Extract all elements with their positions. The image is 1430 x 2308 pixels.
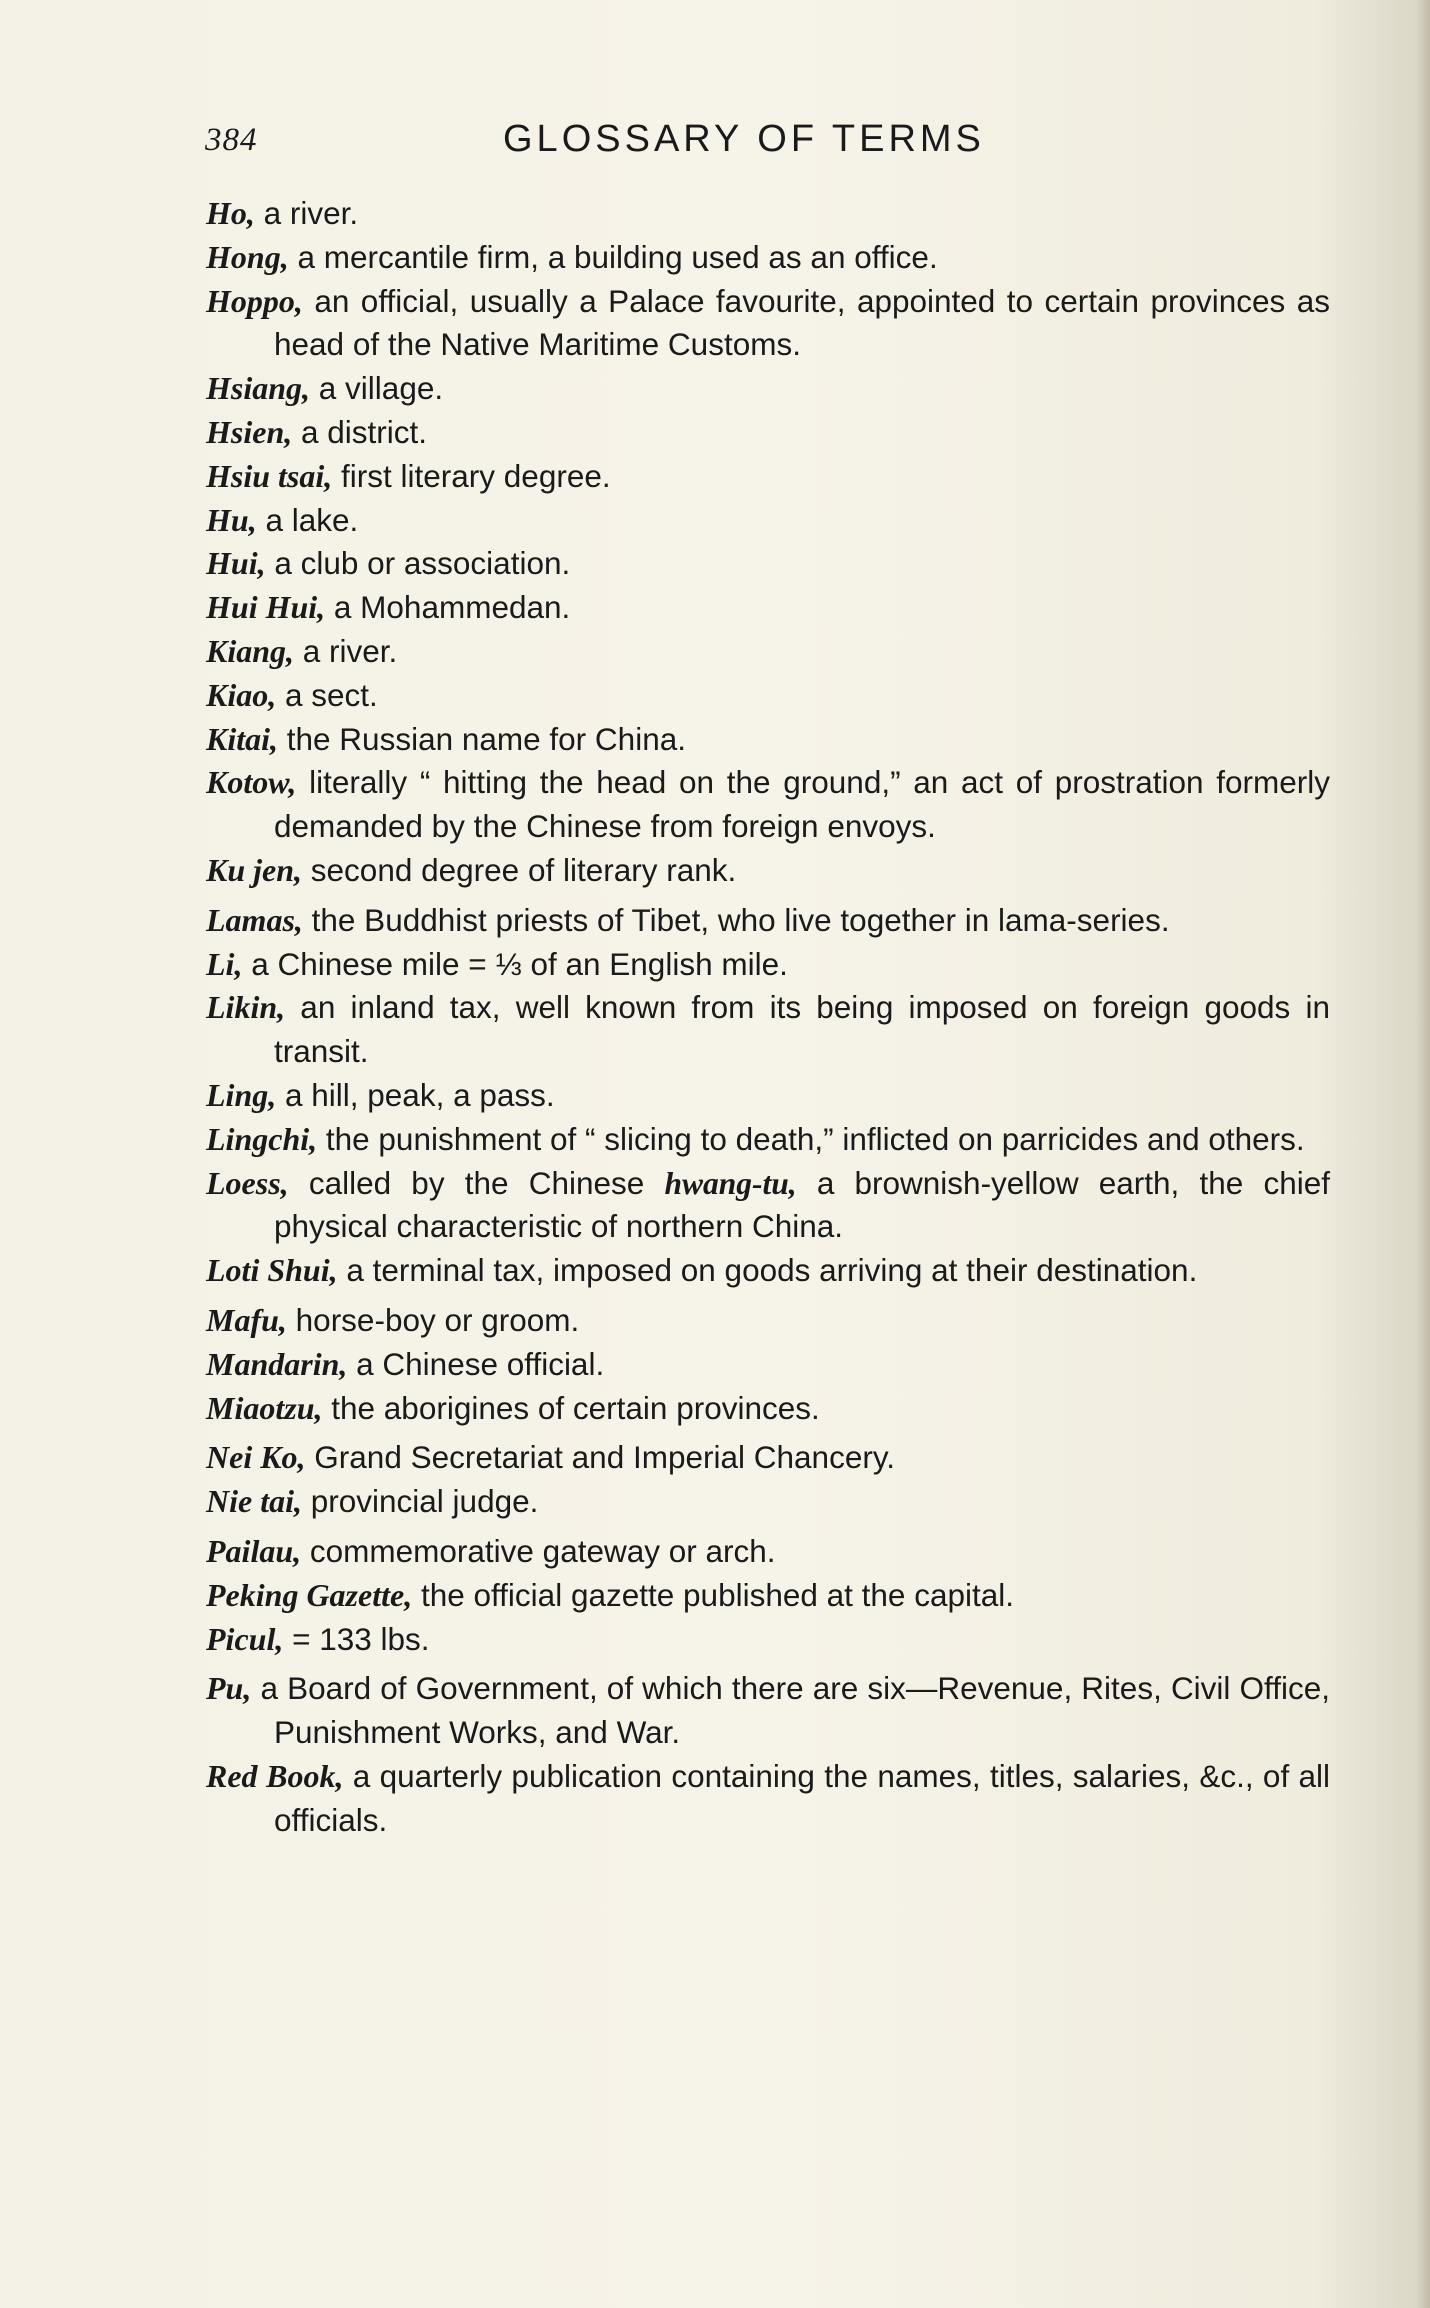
glossary-entry-hsiang xyxy=(206,367,1330,411)
glossary-definition: the official gazette published at the capital. xyxy=(412,1576,1015,1613)
glossary-entry-hoppo xyxy=(206,280,1330,368)
glossary-definition: a village. xyxy=(310,370,444,407)
glossary-term: Nei Ko, xyxy=(206,1439,306,1476)
glossary-entry-hui-hui xyxy=(206,586,1330,630)
glossary-term: Ho, xyxy=(206,195,255,231)
glossary-term: Picul, xyxy=(206,1620,284,1657)
glossary-definition: horse-boy or groom. xyxy=(286,1301,580,1338)
glossary-entry-ku-jen xyxy=(206,849,1330,893)
glossary-definition xyxy=(274,1165,1330,1245)
glossary-definition: first literary degree. xyxy=(332,457,611,494)
glossary-definition: a club or association. xyxy=(265,545,571,582)
glossary-term: Lamas, xyxy=(206,901,303,938)
glossary-term: Hu, xyxy=(206,501,257,538)
glossary-entry-kitai xyxy=(206,718,1330,762)
glossary-entry-red-book xyxy=(206,1755,1330,1843)
glossary-entry-nei-ko xyxy=(206,1436,1330,1480)
glossary-term: Miaotzu, xyxy=(206,1389,323,1426)
glossary-term: Kitai, xyxy=(206,720,279,757)
glossary-term: Hui Hui, xyxy=(206,589,326,626)
glossary-entry-hsien xyxy=(206,411,1330,455)
glossary-entry-pu xyxy=(206,1667,1330,1755)
glossary-term: Kotow, xyxy=(206,764,297,801)
glossary-definition: a mercantile firm, a building used as an office. xyxy=(288,238,938,275)
glossary-term: Pu, xyxy=(206,1670,252,1707)
glossary-definition: an inland tax, well known from its being imposed on foreign goods in transit. xyxy=(274,989,1330,1070)
glossary-term: Loess, xyxy=(206,1164,289,1201)
definition-text: called by the Chinese xyxy=(288,1164,665,1201)
glossary-term: Hui, xyxy=(206,545,266,582)
glossary-definition: the punishment of “ slicing to death,” inflicted on parricides and others. xyxy=(317,1120,1305,1157)
glossary-definition: the aborigines of certain provinces. xyxy=(322,1389,820,1426)
glossary-definition: = 133 lbs. xyxy=(283,1620,430,1657)
glossary-entry-ling xyxy=(206,1074,1330,1118)
glossary-list xyxy=(206,192,1330,1842)
glossary-entry-pailau xyxy=(206,1530,1330,1574)
glossary-term: Ku jen, xyxy=(206,851,303,888)
glossary-definition: a lake. xyxy=(256,501,359,538)
glossary-definition: a Board of Government, of which there are six—Revenue, Rites, Civil Office, Punishment Works, and War. xyxy=(251,1670,1330,1751)
glossary-definition: a hill, peak, a pass. xyxy=(276,1076,555,1113)
glossary-term: Hoppo, xyxy=(206,282,303,319)
glossary-entry-lingchi xyxy=(206,1118,1330,1162)
glossary-term: Hsien, xyxy=(206,413,293,450)
glossary-entry-lamas xyxy=(206,899,1330,943)
glossary-definition: commemorative gateway or arch. xyxy=(301,1532,776,1569)
glossary-term: Lingchi, xyxy=(206,1120,318,1157)
page-header xyxy=(205,118,1330,178)
glossary-entry-kotow xyxy=(206,761,1330,849)
glossary-term: Nie tai, xyxy=(206,1483,302,1520)
glossary-definition: the Russian name for China. xyxy=(278,720,686,757)
glossary-term: Pailau, xyxy=(206,1532,302,1569)
glossary-term: Kiang, xyxy=(206,632,295,669)
glossary-entry-kiang xyxy=(206,630,1330,674)
glossary-definition: a terminal tax, imposed on goods arriving at their destination. xyxy=(337,1252,1198,1289)
glossary-definition: a Chinese official. xyxy=(347,1345,605,1382)
chinese-term-emphasis: hwang-tu, xyxy=(664,1165,797,1201)
glossary-entry-loti-shui xyxy=(206,1249,1330,1293)
glossary-entry-miaotzu xyxy=(206,1387,1330,1431)
running-head-title: GLOSSARY OF TERMS xyxy=(503,118,985,160)
glossary-definition: a sect. xyxy=(276,676,378,713)
glossary-term: Loti Shui, xyxy=(206,1252,338,1289)
glossary-entry-li xyxy=(206,943,1330,987)
glossary-definition: a quarterly publication containing the names, titles, salaries, &c., of all officials. xyxy=(274,1757,1331,1838)
glossary-term: Hsiu tsai, xyxy=(206,457,333,494)
glossary-entry-hui xyxy=(206,542,1330,586)
glossary-entry-hu xyxy=(206,499,1330,543)
glossary-term: Mafu, xyxy=(206,1301,287,1338)
glossary-definition: a district. xyxy=(292,413,428,450)
glossary-definition: second degree of literary rank. xyxy=(302,851,737,888)
glossary-entry-loess xyxy=(206,1162,1330,1250)
glossary-definition: provincial judge. xyxy=(301,1483,539,1520)
glossary-entry-hsiu-tsai xyxy=(206,455,1330,499)
glossary-definition: a Chinese mile = ⅓ of an English mile. xyxy=(242,945,788,982)
glossary-definition: literally “ hitting the head on the ground,” an act of prostration formerly demanded by the Chinese from foreign envoys. xyxy=(274,764,1330,845)
glossary-definition: Grand Secretariat and Imperial Chancery. xyxy=(305,1439,895,1476)
glossary-definition: a river. xyxy=(294,632,398,669)
glossary-entry-nie-tai xyxy=(206,1480,1330,1524)
glossary-term: Li, xyxy=(206,945,243,982)
glossary-entry-peking-gazette xyxy=(206,1574,1330,1618)
glossary-term: Kiao, xyxy=(206,676,277,713)
glossary-definition: a river. xyxy=(254,195,359,231)
glossary-entry-ho xyxy=(206,192,1330,236)
glossary-term: Hong, xyxy=(206,238,289,275)
glossary-term: Mandarin, xyxy=(206,1345,348,1382)
glossary-entry-picul xyxy=(206,1618,1330,1662)
glossary-entry-likin xyxy=(206,986,1330,1074)
glossary-term: Peking Gazette, xyxy=(206,1576,413,1613)
glossary-entry-kiao xyxy=(206,674,1330,718)
glossary-definition: a Mohammedan. xyxy=(325,589,571,626)
glossary-term: Hsiang, xyxy=(206,370,311,407)
glossary-entry-mandarin xyxy=(206,1343,1330,1387)
glossary-term: Red Book, xyxy=(206,1757,344,1794)
glossary-term: Ling, xyxy=(206,1076,277,1113)
glossary-term: Likin, xyxy=(206,989,286,1026)
glossary-definition: the Buddhist priests of Tibet, who live together in lama-series. xyxy=(302,901,1170,938)
glossary-entry-hong xyxy=(206,236,1330,280)
glossary-definition: an official, usually a Palace favourite, appointed to certain provinces as head of the Native Maritime Customs. xyxy=(274,282,1330,363)
glossary-entry-mafu xyxy=(206,1299,1330,1343)
page-edge-shadow xyxy=(1416,0,1430,2308)
page-number: 384 xyxy=(205,122,258,158)
definition-text: a brownish-yellow earth, the chief physical characteristic of northern China. xyxy=(274,1164,1330,1245)
